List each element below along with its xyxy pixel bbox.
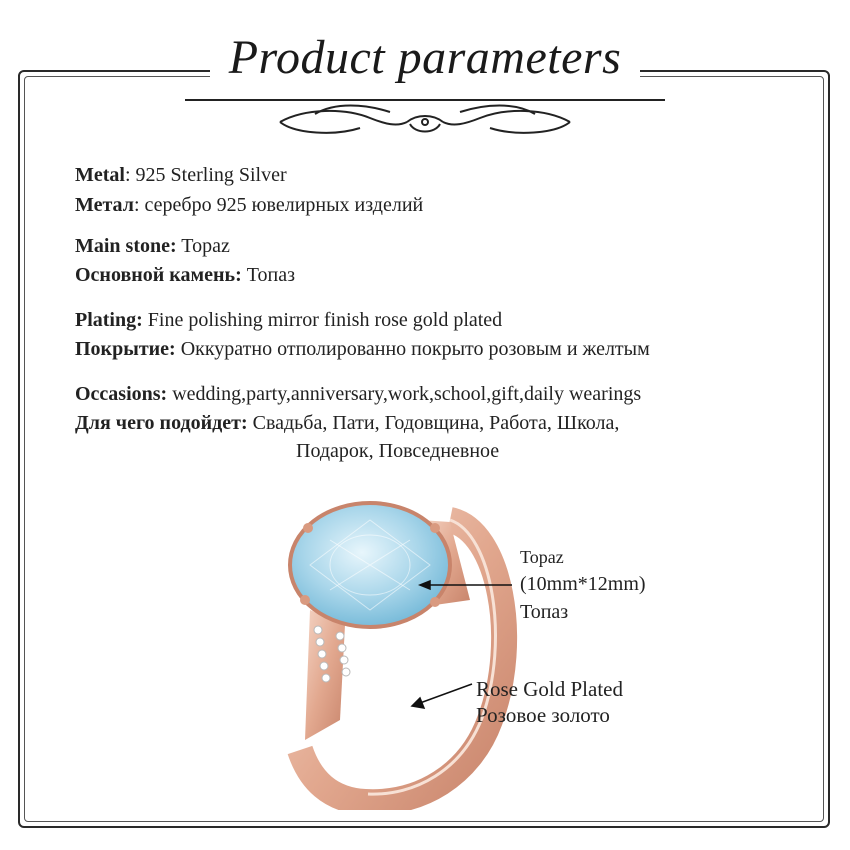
occasions-en-row [75,383,641,406]
rose-gold-label-en: Rose Gold Plated [476,677,623,701]
ornament-divider-icon [185,92,665,142]
occasions-value-ru-2: Подарок, Повседневное [296,440,500,462]
stone-label-ru: Основной камень: [75,264,242,286]
rose-gold-label-ru: Розовое золото [476,703,610,727]
stone-value-en: Topaz [176,235,230,257]
occasions-ru-row-2 [296,440,499,463]
plating-value-ru: Оккуратно отполированно покрыто розовым и желтым [175,338,650,360]
metal-ru-row [75,194,423,217]
stone-label-en: Main stone: [75,235,177,257]
metal-value-ru: : серебро 925 ювелирных изделий [133,194,424,216]
occasions-label-en: Occasions: [75,383,168,405]
plating-value-en: Fine polishing mirror finish rose gold plated [142,309,503,331]
plating-ru-row [75,338,650,361]
metal-value-en: : 925 Sterling Silver [124,164,287,186]
topaz-size-label: (10mm*12mm) [520,573,646,595]
stone-value-ru: Топаз [241,264,295,286]
occasions-ru-row [75,412,619,435]
metal-en-row [75,164,287,187]
occasions-label-ru: Для чего подойдет: [75,412,248,434]
plating-label-en: Plating: [75,309,143,331]
topaz-label-ru: Топаз [520,601,569,623]
page-title: Product parameters [228,31,622,84]
plating-label-ru: Покрытие: [75,338,176,360]
occasions-value-ru-1: Свадьба, Пати, Годовщина, Работа, Школа, [247,412,620,434]
topaz-label-en: Topaz [520,547,564,567]
metal-label-en: Metal [75,164,125,186]
metal-label-ru: Метал [75,194,134,216]
stone-ru-row [75,264,295,287]
occasions-value-en: wedding,party,anniversary,work,school,gift,daily wearings [167,383,642,405]
stone-en-row [75,235,230,258]
plating-en-row [75,309,502,332]
